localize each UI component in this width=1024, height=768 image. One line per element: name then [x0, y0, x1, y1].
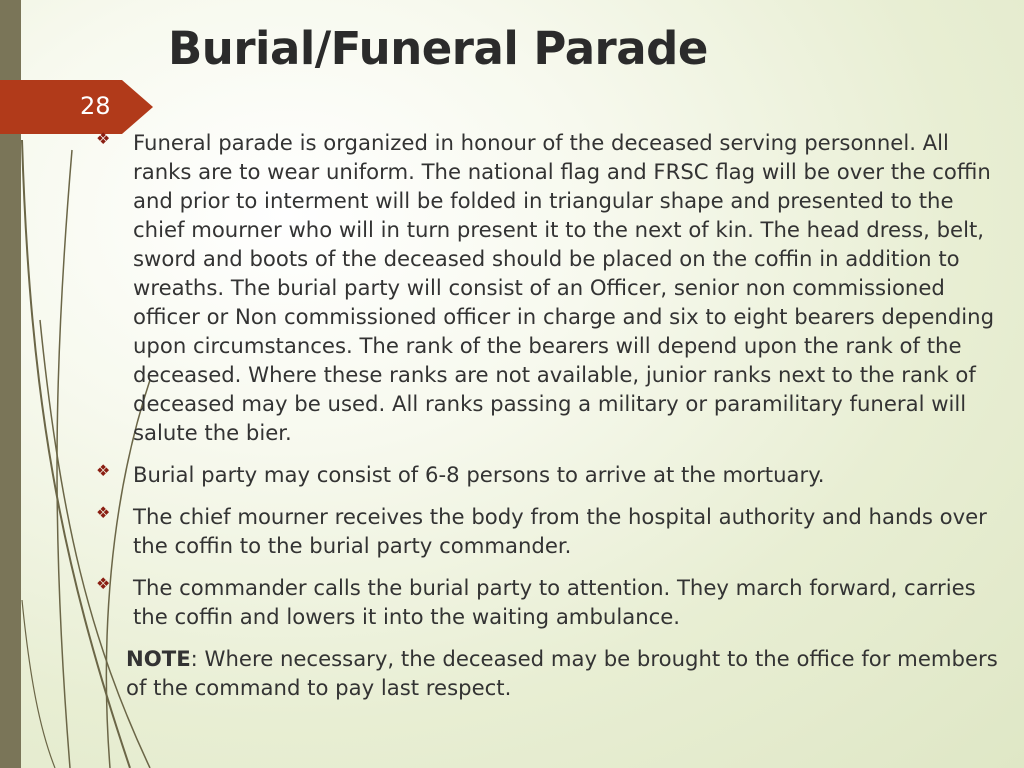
decorative-curve	[22, 600, 55, 768]
diamond-bullet-icon: ❖	[96, 503, 111, 522]
bullet-list	[96, 128, 1006, 631]
bullet-item	[96, 502, 1006, 560]
bullet-item	[96, 460, 1006, 489]
decorative-curve	[57, 150, 72, 768]
bullet-item	[96, 573, 1006, 631]
slide-title: Burial/Funeral Parade	[168, 22, 708, 75]
note-text: : Where necessary, the deceased may be brought to the office for members of the command to pay last respect.	[126, 646, 998, 700]
slide-number-tab	[0, 80, 153, 134]
diamond-bullet-icon: ❖	[96, 461, 111, 480]
diamond-bullet-icon: ❖	[96, 574, 111, 593]
bullet-text: The chief mourner receives the body from the hospital authority and hands over the coffin to the burial party commander.	[133, 504, 987, 558]
bullet-item	[96, 128, 1006, 447]
diamond-bullet-icon: ❖	[96, 129, 111, 148]
bullet-text: Burial party may consist of 6-8 persons to arrive at the mortuary.	[133, 462, 825, 487]
note-label: NOTE	[126, 646, 191, 671]
note-paragraph	[126, 644, 1006, 702]
slide-content	[96, 128, 1006, 702]
slide-number: 28	[80, 92, 111, 120]
bullet-text: The commander calls the burial party to attention. They march forward, carries the coffin and lowers it into the waiting ambulance.	[133, 575, 976, 629]
bullet-text: Funeral parade is organized in honour of the deceased serving personnel. All ranks are to wear uniform. The national flag and FRSC flag will be over the coffin and prior to interment will be folded in triangular shape and presented to the chief mourner who will in turn present it to the next of kin. The head dress, belt, sword and boots of the deceased should be placed on the coffin in addition to wreaths. The burial party will consist of an Officer, senior non commissioned officer or Non commissioned officer in charge and six to eight bearers depending upon circumstances. The rank of the bearers will depend upon the rank of the deceased. Where these ranks are not available, junior ranks next to the rank of deceased may be used. All ranks passing a military or paramilitary funeral will salute the bier.	[133, 130, 995, 445]
